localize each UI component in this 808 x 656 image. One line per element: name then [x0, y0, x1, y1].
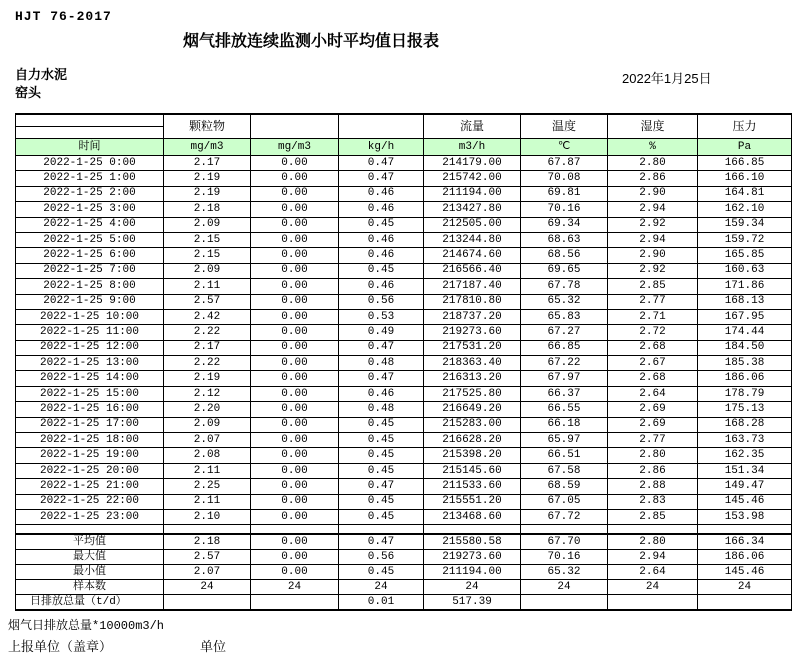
value-cell: 67.87 [521, 156, 608, 171]
value-cell: 0.48 [339, 356, 424, 371]
value-cell: 160.63 [698, 263, 792, 278]
value-cell: 2.08 [164, 448, 251, 463]
value-cell: 2.22 [164, 356, 251, 371]
value-cell: 2.69 [608, 417, 698, 432]
value-cell: 67.27 [521, 325, 608, 340]
summary-value-cell [608, 595, 698, 611]
value-cell: 162.10 [698, 202, 792, 217]
summary-label-cell: 平均值 [16, 534, 164, 550]
time-cell: 2022-1-25 6:00 [16, 248, 164, 263]
value-cell: 2.92 [608, 217, 698, 232]
summary-value-cell [251, 595, 339, 611]
value-cell: 2.64 [608, 386, 698, 401]
value-cell: 166.85 [698, 156, 792, 171]
value-cell: 2.10 [164, 509, 251, 524]
unit-header-cell: mg/m3 [251, 139, 339, 156]
value-cell: 67.05 [521, 494, 608, 509]
value-cell: 2.42 [164, 309, 251, 324]
time-cell: 2022-1-25 2:00 [16, 186, 164, 201]
value-cell: 212505.00 [424, 217, 521, 232]
value-cell: 213244.80 [424, 232, 521, 247]
value-cell: 2.80 [608, 156, 698, 171]
value-cell: 0.46 [339, 386, 424, 401]
value-cell: 2.17 [164, 156, 251, 171]
value-cell: 218737.20 [424, 309, 521, 324]
value-cell: 2.90 [608, 248, 698, 263]
data-row [16, 494, 792, 509]
value-cell: 2.94 [608, 232, 698, 247]
time-cell: 2022-1-25 8:00 [16, 279, 164, 294]
value-cell: 67.22 [521, 356, 608, 371]
value-cell: 2.17 [164, 340, 251, 355]
value-cell: 2.22 [164, 325, 251, 340]
value-cell: 65.97 [521, 433, 608, 448]
time-cell: 2022-1-25 7:00 [16, 263, 164, 278]
value-cell: 0.00 [251, 171, 339, 186]
value-cell: 2.88 [608, 479, 698, 494]
summary-value-cell: 24 [164, 580, 251, 595]
value-cell: 2.19 [164, 186, 251, 201]
value-cell: 219273.60 [424, 325, 521, 340]
summary-row [16, 580, 792, 595]
summary-value-cell: 2.64 [608, 565, 698, 580]
value-cell: 215283.00 [424, 417, 521, 432]
value-cell: 0.00 [251, 340, 339, 355]
summary-value-cell [521, 595, 608, 611]
value-cell: 213468.60 [424, 509, 521, 524]
value-cell: 70.16 [521, 202, 608, 217]
summary-value-cell: 24 [251, 580, 339, 595]
doc-code: HJT 76-2017 [15, 9, 112, 24]
value-cell: 0.47 [339, 340, 424, 355]
value-cell: 149.47 [698, 479, 792, 494]
empty-cell [339, 525, 424, 535]
summary-value-cell [164, 595, 251, 611]
value-cell: 167.95 [698, 309, 792, 324]
summary-row [16, 595, 792, 611]
value-cell: 2.72 [608, 325, 698, 340]
value-cell: 0.00 [251, 263, 339, 278]
unit-label: 单位 [200, 639, 227, 654]
time-cell: 2022-1-25 4:00 [16, 217, 164, 232]
value-cell: 68.63 [521, 232, 608, 247]
value-cell: 0.56 [339, 294, 424, 309]
value-cell: 0.00 [251, 294, 339, 309]
value-cell: 0.45 [339, 217, 424, 232]
value-cell: 2.09 [164, 217, 251, 232]
value-cell: 0.47 [339, 171, 424, 186]
summary-value-cell: 0.00 [251, 550, 339, 565]
value-cell: 0.46 [339, 186, 424, 201]
value-cell: 165.85 [698, 248, 792, 263]
value-cell: 0.45 [339, 433, 424, 448]
value-cell: 0.00 [251, 279, 339, 294]
value-cell: 168.28 [698, 417, 792, 432]
data-row [16, 279, 792, 294]
time-cell: 2022-1-25 12:00 [16, 340, 164, 355]
value-cell: 69.34 [521, 217, 608, 232]
value-cell: 171.86 [698, 279, 792, 294]
value-cell: 0.47 [339, 156, 424, 171]
data-row [16, 356, 792, 371]
value-cell: 2.90 [608, 186, 698, 201]
value-cell: 214179.00 [424, 156, 521, 171]
value-cell: 0.00 [251, 402, 339, 417]
value-cell: 2.80 [608, 448, 698, 463]
summary-row [16, 550, 792, 565]
data-row [16, 509, 792, 524]
summary-value-cell: 24 [521, 580, 608, 595]
value-cell: 0.00 [251, 325, 339, 340]
value-cell: 0.46 [339, 279, 424, 294]
empty-cell [608, 525, 698, 535]
summary-label-cell: 样本数 [16, 580, 164, 595]
unit-header-cell: ℃ [521, 139, 608, 156]
value-cell: 218363.40 [424, 356, 521, 371]
value-cell: 0.45 [339, 463, 424, 478]
summary-value-cell: 145.46 [698, 565, 792, 580]
unit-header-cell: mg/m3 [164, 139, 251, 156]
value-cell: 2.85 [608, 509, 698, 524]
stamp-label: 上报单位（盖章） [8, 639, 113, 654]
time-cell: 2022-1-25 9:00 [16, 294, 164, 309]
data-row [16, 479, 792, 494]
value-cell: 0.49 [339, 325, 424, 340]
time-cell: 2022-1-25 19:00 [16, 448, 164, 463]
value-cell: 216313.20 [424, 371, 521, 386]
value-cell: 166.10 [698, 171, 792, 186]
data-row [16, 371, 792, 386]
value-cell: 0.53 [339, 309, 424, 324]
value-cell: 0.45 [339, 494, 424, 509]
value-cell: 175.13 [698, 402, 792, 417]
value-cell: 2.19 [164, 171, 251, 186]
value-cell: 2.20 [164, 402, 251, 417]
value-cell: 215398.20 [424, 448, 521, 463]
group-header-cell: 温度 [521, 114, 608, 139]
corner-cell-top [16, 114, 164, 127]
value-cell: 2.18 [164, 202, 251, 217]
value-cell: 0.00 [251, 448, 339, 463]
value-cell: 2.77 [608, 294, 698, 309]
value-cell: 0.46 [339, 248, 424, 263]
data-row [16, 263, 792, 278]
unit-header-cell: % [608, 139, 698, 156]
data-row [16, 386, 792, 401]
value-cell: 0.00 [251, 479, 339, 494]
value-cell: 0.46 [339, 232, 424, 247]
footer-note-text: 烟气日排放总量*10000m3/h [8, 619, 165, 633]
value-cell: 0.00 [251, 232, 339, 247]
value-cell: 0.45 [339, 417, 424, 432]
value-cell: 213427.80 [424, 202, 521, 217]
value-cell: 2.94 [608, 202, 698, 217]
summary-label-cell: 日排放总量（t/d） [16, 595, 164, 611]
report-table [15, 113, 792, 611]
unit-header-cell: kg/h [339, 139, 424, 156]
value-cell: 0.00 [251, 156, 339, 171]
value-cell: 66.55 [521, 402, 608, 417]
group-header-row [16, 114, 792, 127]
value-cell: 151.34 [698, 463, 792, 478]
empty-cell [16, 525, 164, 535]
group-header-cell: 压力 [698, 114, 792, 139]
value-cell: 0.00 [251, 248, 339, 263]
value-cell: 186.06 [698, 371, 792, 386]
summary-label-cell: 最大值 [16, 550, 164, 565]
value-cell: 216566.40 [424, 263, 521, 278]
value-cell: 0.45 [339, 448, 424, 463]
value-cell: 0.45 [339, 263, 424, 278]
summary-label-cell: 最小值 [16, 565, 164, 580]
summary-value-cell: 186.06 [698, 550, 792, 565]
value-cell: 69.81 [521, 186, 608, 201]
data-row [16, 463, 792, 478]
value-cell: 2.11 [164, 463, 251, 478]
station-name: 窑头 [15, 85, 42, 100]
summary-value-cell: 2.80 [608, 534, 698, 550]
company-name: 自力水泥 [15, 67, 68, 82]
value-cell: 2.15 [164, 248, 251, 263]
value-cell: 0.00 [251, 463, 339, 478]
summary-value-cell: 2.57 [164, 550, 251, 565]
summary-value-cell: 24 [698, 580, 792, 595]
summary-value-cell: 211194.00 [424, 565, 521, 580]
summary-value-cell: 219273.60 [424, 550, 521, 565]
value-cell: 65.83 [521, 309, 608, 324]
value-cell: 68.59 [521, 479, 608, 494]
value-cell: 66.51 [521, 448, 608, 463]
value-cell: 2.68 [608, 371, 698, 386]
time-cell: 2022-1-25 1:00 [16, 171, 164, 186]
empty-cell [521, 525, 608, 535]
time-cell: 2022-1-25 20:00 [16, 463, 164, 478]
value-cell: 0.00 [251, 202, 339, 217]
value-cell: 2.07 [164, 433, 251, 448]
empty-cell [164, 525, 251, 535]
value-cell: 0.00 [251, 356, 339, 371]
value-cell: 0.00 [251, 309, 339, 324]
summary-value-cell [698, 595, 792, 611]
data-row [16, 448, 792, 463]
value-cell: 65.32 [521, 294, 608, 309]
time-cell: 2022-1-25 21:00 [16, 479, 164, 494]
value-cell: 0.00 [251, 386, 339, 401]
value-cell: 0.00 [251, 186, 339, 201]
value-cell: 67.78 [521, 279, 608, 294]
time-cell: 2022-1-25 17:00 [16, 417, 164, 432]
value-cell: 215145.60 [424, 463, 521, 478]
value-cell: 2.09 [164, 263, 251, 278]
value-cell: 162.35 [698, 448, 792, 463]
value-cell: 2.86 [608, 463, 698, 478]
value-cell: 69.65 [521, 263, 608, 278]
data-row [16, 325, 792, 340]
time-cell: 2022-1-25 5:00 [16, 232, 164, 247]
data-row [16, 232, 792, 247]
summary-value-cell: 2.18 [164, 534, 251, 550]
value-cell: 217187.40 [424, 279, 521, 294]
summary-value-cell: 0.47 [339, 534, 424, 550]
value-cell: 0.00 [251, 494, 339, 509]
empty-cell [251, 525, 339, 535]
value-cell: 2.92 [608, 263, 698, 278]
data-row [16, 202, 792, 217]
value-cell: 66.85 [521, 340, 608, 355]
time-header-cell: 时间 [16, 139, 164, 156]
value-cell: 215742.00 [424, 171, 521, 186]
value-cell: 178.79 [698, 386, 792, 401]
summary-value-cell: 24 [424, 580, 521, 595]
summary-value-cell: 2.07 [164, 565, 251, 580]
value-cell: 0.00 [251, 433, 339, 448]
value-cell: 66.37 [521, 386, 608, 401]
group-header-cell: 流量 [424, 114, 521, 139]
value-cell: 174.44 [698, 325, 792, 340]
data-row [16, 217, 792, 232]
page-title: 烟气排放连续监测小时平均值日报表 [182, 33, 439, 50]
time-cell: 2022-1-25 11:00 [16, 325, 164, 340]
summary-value-cell: 2.94 [608, 550, 698, 565]
data-row [16, 156, 792, 171]
summary-value-cell: 0.01 [339, 595, 424, 611]
unit-header-cell: Pa [698, 139, 792, 156]
value-cell: 0.47 [339, 479, 424, 494]
value-cell: 163.73 [698, 433, 792, 448]
value-cell: 70.08 [521, 171, 608, 186]
footer-note [8, 616, 164, 633]
value-cell: 184.50 [698, 340, 792, 355]
value-cell: 2.83 [608, 494, 698, 509]
report-date: 2022年1月25日 [622, 71, 712, 86]
time-cell: 2022-1-25 0:00 [16, 156, 164, 171]
empty-cell [424, 525, 521, 535]
value-cell: 216628.20 [424, 433, 521, 448]
time-cell: 2022-1-25 10:00 [16, 309, 164, 324]
summary-value-cell: 24 [339, 580, 424, 595]
summary-value-cell: 0.56 [339, 550, 424, 565]
value-cell: 211533.60 [424, 479, 521, 494]
data-row [16, 294, 792, 309]
value-cell: 217531.20 [424, 340, 521, 355]
value-cell: 67.58 [521, 463, 608, 478]
value-cell: 211194.00 [424, 186, 521, 201]
summary-value-cell: 0.45 [339, 565, 424, 580]
value-cell: 67.72 [521, 509, 608, 524]
unit-header-row [16, 139, 792, 156]
value-cell: 2.85 [608, 279, 698, 294]
value-cell: 0.48 [339, 402, 424, 417]
summary-value-cell: 65.32 [521, 565, 608, 580]
value-cell: 2.68 [608, 340, 698, 355]
value-cell: 159.72 [698, 232, 792, 247]
value-cell: 2.69 [608, 402, 698, 417]
value-cell: 67.97 [521, 371, 608, 386]
time-cell: 2022-1-25 3:00 [16, 202, 164, 217]
time-cell: 2022-1-25 22:00 [16, 494, 164, 509]
summary-row [16, 534, 792, 550]
time-cell: 2022-1-25 23:00 [16, 509, 164, 524]
group-header-cell [251, 114, 339, 139]
time-cell: 2022-1-25 15:00 [16, 386, 164, 401]
value-cell: 0.00 [251, 509, 339, 524]
time-cell: 2022-1-25 18:00 [16, 433, 164, 448]
summary-value-cell: 215580.58 [424, 534, 521, 550]
value-cell: 2.12 [164, 386, 251, 401]
value-cell: 0.00 [251, 417, 339, 432]
value-cell: 2.86 [608, 171, 698, 186]
data-row [16, 433, 792, 448]
value-cell: 145.46 [698, 494, 792, 509]
summary-value-cell: 166.34 [698, 534, 792, 550]
value-cell: 2.11 [164, 494, 251, 509]
value-cell: 168.13 [698, 294, 792, 309]
empty-cell [698, 525, 792, 535]
value-cell: 2.77 [608, 433, 698, 448]
value-cell: 0.00 [251, 217, 339, 232]
separator-row [16, 525, 792, 535]
summary-value-cell: 517.39 [424, 595, 521, 611]
value-cell: 215551.20 [424, 494, 521, 509]
value-cell: 2.57 [164, 294, 251, 309]
data-row [16, 171, 792, 186]
group-header-cell [339, 114, 424, 139]
value-cell: 164.81 [698, 186, 792, 201]
value-cell: 2.09 [164, 417, 251, 432]
value-cell: 0.00 [251, 371, 339, 386]
summary-value-cell: 70.16 [521, 550, 608, 565]
summary-row [16, 565, 792, 580]
data-row [16, 248, 792, 263]
data-row [16, 340, 792, 355]
data-row [16, 417, 792, 432]
value-cell: 66.18 [521, 417, 608, 432]
value-cell: 2.19 [164, 371, 251, 386]
time-cell: 2022-1-25 13:00 [16, 356, 164, 371]
value-cell: 159.34 [698, 217, 792, 232]
value-cell: 68.56 [521, 248, 608, 263]
summary-value-cell: 0.00 [251, 565, 339, 580]
summary-value-cell: 0.00 [251, 534, 339, 550]
corner-cell-bottom [16, 127, 164, 139]
data-row [16, 186, 792, 201]
value-cell: 2.67 [608, 356, 698, 371]
time-cell: 2022-1-25 14:00 [16, 371, 164, 386]
value-cell: 217810.80 [424, 294, 521, 309]
value-cell: 2.25 [164, 479, 251, 494]
summary-value-cell: 24 [608, 580, 698, 595]
data-row [16, 402, 792, 417]
value-cell: 216649.20 [424, 402, 521, 417]
group-header-cell: 颗粒物 [164, 114, 251, 139]
summary-value-cell: 67.70 [521, 534, 608, 550]
value-cell: 214674.60 [424, 248, 521, 263]
data-row [16, 309, 792, 324]
value-cell: 217525.80 [424, 386, 521, 401]
group-header-cell: 湿度 [608, 114, 698, 139]
value-cell: 0.46 [339, 202, 424, 217]
value-cell: 2.71 [608, 309, 698, 324]
value-cell: 0.45 [339, 509, 424, 524]
value-cell: 153.98 [698, 509, 792, 524]
value-cell: 2.15 [164, 232, 251, 247]
value-cell: 0.47 [339, 371, 424, 386]
value-cell: 185.38 [698, 356, 792, 371]
value-cell: 2.11 [164, 279, 251, 294]
time-cell: 2022-1-25 16:00 [16, 402, 164, 417]
unit-header-cell: m3/h [424, 139, 521, 156]
